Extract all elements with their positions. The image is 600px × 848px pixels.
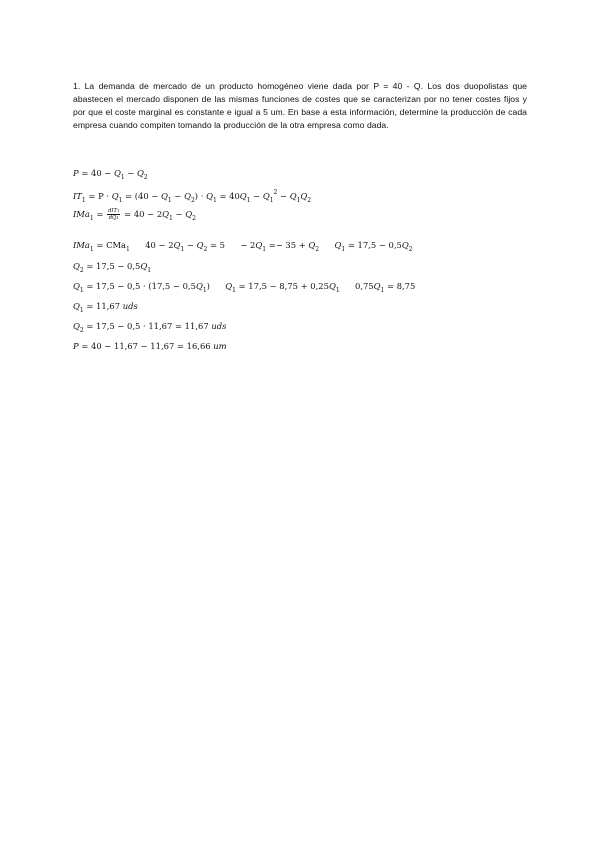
equation-marginal-revenue: IMa$_1$ = $\frac{\text{dIT1}}{dQ1}$ = $40 - 2Q_1 - Q_2$ bbox=[73, 208, 196, 222]
equation-total-revenue: $IT_1 = P \cdot Q_1 = (40 - Q_1 - Q_2) \cdot Q_1 = 40Q_1 - Q_1^2 - Q_1Q_2$ bbox=[73, 189, 312, 204]
equation-q2-result: $Q_2 = 17,5 - 0,5 \cdot 11,67 = 11,67$ uds bbox=[73, 321, 227, 334]
equation-demand: $P = 40 - Q_1 - Q_2$ bbox=[73, 168, 148, 181]
equation-optimality-condition: IMa$_1$ = CMa$_1$ $40 - 2Q_1 - Q_2 = 5 - 2Q_1 =- 35 + Q_2$ $Q_1 = 17,5 - 0,5Q_2$ bbox=[73, 240, 413, 253]
equation-substitution: $Q_1 = 17,5 - 0,5 \cdot (17,5 - 0,5Q_1) Q_1 = 17,5 - 8,75 + 0,25Q_1$ $0,75Q_1 = 8,75$ bbox=[73, 281, 416, 294]
problem-statement: 1. La demanda de mercado de un producto homogéneo viene dada por P = 40 - Q. Los dos duopolistas que abastecen el mercado disponen de las mismas funciones de costes que se caracterizan por no tener costes fijos y por que el coste marginal es constante e igual a 5 um. En base a esta información, determine la producción de cada empresa cuando compiten tomando la producción de la otra empresa como dada. bbox=[73, 80, 527, 131]
equation-price-result: P = 40 − 11,67 − 11,67 = 16,66 um bbox=[73, 341, 227, 351]
equation-q1-result: $Q_1 = 11,67$ uds bbox=[73, 301, 138, 314]
equation-reaction-q2: $Q_2 = 17,5 - 0,5Q_1$ bbox=[73, 261, 152, 274]
derivative-fraction: $\frac{\text{dIT1}}{dQ1}$ bbox=[108, 208, 120, 221]
